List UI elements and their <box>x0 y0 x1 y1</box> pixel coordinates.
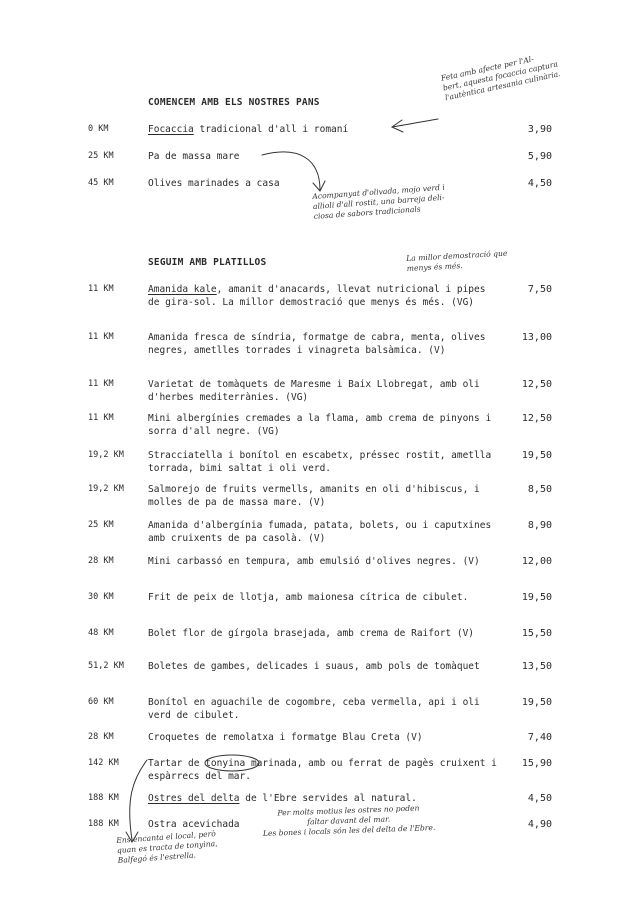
dish-text: Boletes de gambes, delicades i suaus, amb pols de tomàquet <box>148 661 480 672</box>
dish-description <box>148 792 498 805</box>
dish-description <box>148 177 498 190</box>
dish-text: Frit de peix de llotja, amb maionesa cítrica de cibulet. <box>148 592 469 603</box>
dish-description <box>148 696 498 722</box>
dish-text: Mini albergínies cremades a la flama, amb crema de pinyons i sorra d'all negre. (VG) <box>148 413 492 437</box>
dish-name-underlined: Focaccia <box>148 124 194 135</box>
distance-label: 25 KM <box>88 520 114 530</box>
price: 12,50 <box>521 379 552 390</box>
distance-label: 25 KM <box>88 151 114 161</box>
dish-text: Stracciatella i bonítol en escabetx, préssec rostit, ametlla torrada, bimi saltat i oli verd. <box>148 450 492 474</box>
price: 7,50 <box>527 284 552 295</box>
price: 4,90 <box>527 819 552 830</box>
price: 12,50 <box>521 413 552 424</box>
dish-text: Tartar de tonyina marinada, amb ou ferrat de pagès cruixent i espàrrecs del mar. <box>148 758 497 782</box>
dish-text: Olives marinades a casa <box>148 178 280 189</box>
note-olives: Acompanyat d'olivada, mojo verd i allioli d'all rostit, una barreja deli- ciosa de sabors tradicionals <box>312 182 446 221</box>
price: 8,90 <box>527 520 552 531</box>
price: 19,50 <box>521 592 552 603</box>
distance-label: 30 KM <box>88 592 114 602</box>
price: 4,50 <box>527 793 552 804</box>
distance-label: 11 KM <box>88 284 114 294</box>
dish-text: Ostra acevichada <box>148 819 240 830</box>
distance-label: 11 KM <box>88 379 114 389</box>
dish-description <box>148 660 498 673</box>
distance-label: 48 KM <box>88 628 114 638</box>
distance-label: 11 KM <box>88 332 114 342</box>
distance-label: 19,2 KM <box>88 484 124 494</box>
dish-description <box>148 757 498 783</box>
price: 19,50 <box>521 697 552 708</box>
dish-text: Bonítol en aguachile de cogombre, ceba vermella, api i oli verd de cibulet. <box>148 697 480 721</box>
section-title-platillos: SEGUIM AMB PLATILLOS <box>148 257 267 268</box>
dish-description <box>148 283 498 309</box>
price: 7,40 <box>527 732 552 743</box>
dish-text: tradicional d'all i romaní <box>193 124 349 135</box>
price: 13,00 <box>521 332 552 343</box>
distance-label: 11 KM <box>88 413 114 423</box>
dish-description <box>148 591 498 604</box>
dish-text: Amanida fresca de síndria, formatge de cabra, menta, olives negres, ametlles torrades i vinagreta balsàmica. (V) <box>148 332 486 356</box>
dish-name-underlined: Amanida kale <box>148 284 217 295</box>
dish-text: de l'Ebre servides al natural. <box>239 793 417 804</box>
note-tonyina: Ens encanta el local, però quan es tracta de tonyina, Balfegó és l'estrella. <box>116 829 218 865</box>
dish-description <box>148 449 498 475</box>
note-focaccia: Feta amb afecte per l'Al- bert, aquesta focaccia captura l'autèntica artesania culinària. <box>440 54 562 103</box>
price: 13,50 <box>521 661 552 672</box>
distance-label: 45 KM <box>88 178 114 188</box>
distance-label: 0 KM <box>88 124 109 134</box>
dish-description <box>148 412 498 438</box>
arrow-tonyina <box>130 760 147 840</box>
price: 4,50 <box>527 178 552 189</box>
dish-description <box>148 150 498 163</box>
distance-label: 28 KM <box>88 556 114 566</box>
dish-description <box>148 378 498 404</box>
dish-description <box>148 731 498 744</box>
dish-text: Salmorejo de fruits vermells, amanits en oli d'hibiscus, i molles de pa de massa mare. (V) <box>148 484 480 508</box>
price: 5,90 <box>527 151 552 162</box>
distance-label: 51,2 KM <box>88 661 124 671</box>
dish-description <box>148 519 498 545</box>
distance-label: 142 KM <box>88 758 119 768</box>
dish-text: Pa de massa mare <box>148 151 240 162</box>
dish-description <box>148 627 498 640</box>
dish-text: Varietat de tomàquets de Maresme i Baix Llobregat, amb oli d'herbes mediterrànies. (VG) <box>148 379 480 403</box>
dish-name-underlined: Ostres del delta <box>148 793 240 804</box>
distance-label: 188 KM <box>88 819 119 829</box>
dish-text: Amanida d'albergínia fumada, patata, bolets, ou i caputxines amb cruixents de pa casolà. (V) <box>148 520 492 544</box>
dish-description <box>148 331 498 357</box>
dish-text: Mini carbassó en tempura, amb emulsió d'olives negres. (V) <box>148 556 480 567</box>
dish-description <box>148 123 498 136</box>
distance-label: 188 KM <box>88 793 119 803</box>
price: 15,50 <box>521 628 552 639</box>
dish-text: , amanit d'anacards, llevat nutricional i pipes de gira-sol. La millor demostració que menys és més. (VG) <box>148 284 486 308</box>
distance-label: 28 KM <box>88 732 114 742</box>
note-ostres: Per molts motius les ostres no poden faltar davant del mar. Les bones i locals són les del delta de l'Ebre. <box>262 803 436 838</box>
distance-label: 19,2 KM <box>88 450 124 460</box>
price: 15,90 <box>521 758 552 769</box>
price: 12,00 <box>521 556 552 567</box>
dish-text: Bolet flor de gírgola brasejada, amb crema de Raifort (V) <box>148 628 475 639</box>
price: 3,90 <box>527 124 552 135</box>
section-title-pans: COMENCEM AMB ELS NOSTRES PANS <box>148 97 320 108</box>
price: 19,50 <box>521 450 552 461</box>
distance-label: 60 KM <box>88 697 114 707</box>
dish-description <box>148 483 498 509</box>
price: 8,50 <box>527 484 552 495</box>
dish-description <box>148 555 498 568</box>
note-kale: La millor demostració que menys és més. <box>406 248 508 273</box>
dish-text: Croquetes de remolatxa i formatge Blau Creta (V) <box>148 732 423 743</box>
